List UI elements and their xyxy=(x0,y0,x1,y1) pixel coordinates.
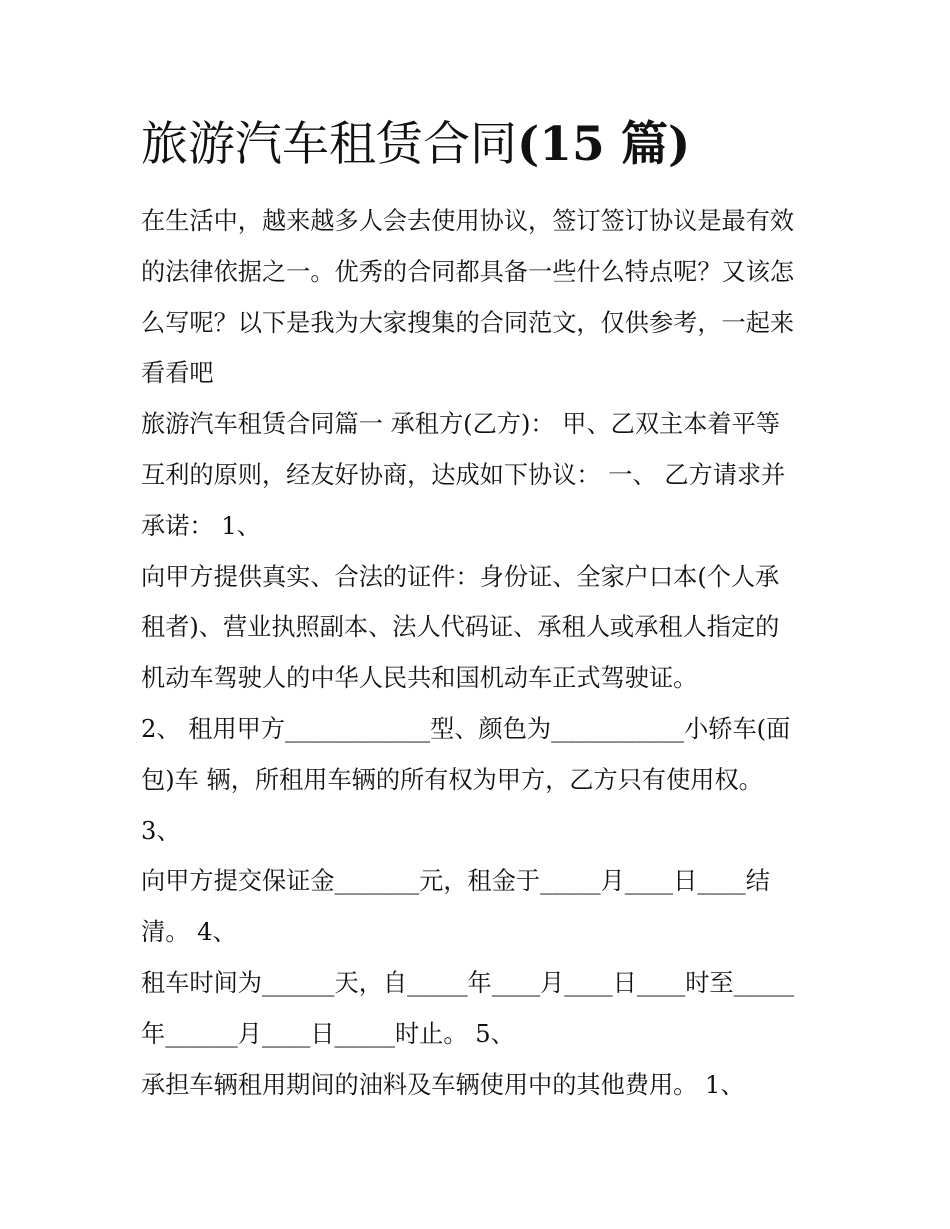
text-line: 机动车驾驶人的中华人民共和国机动车正式驾驶证。 xyxy=(141,664,698,693)
text-line: 看看吧 xyxy=(141,359,214,388)
text-line: 租车时间为______天，自_____年____月____日____时至_____ xyxy=(141,968,795,997)
text-line: 年______月____日_____时止。 5、 xyxy=(141,1019,515,1048)
paragraph-clause-3 xyxy=(141,856,821,958)
title-main: 旅游汽车租赁合同 xyxy=(141,117,517,172)
text-line: 互利的原则，经友好协商，达成如下协议： 一、 乙方请求并 xyxy=(141,460,786,489)
paragraph-clause-5 xyxy=(141,1060,821,1111)
title-count: (15 篇) xyxy=(517,117,691,172)
paragraph-part-one xyxy=(141,399,821,551)
text-line: 向甲方提供真实、合法的证件：身份证、全家户口本(个人承 xyxy=(141,562,780,591)
text-line: 3、 xyxy=(141,816,181,845)
text-line: 租者)、营业执照副本、法人代码证、承租人或承租人指定的 xyxy=(141,613,780,642)
paragraph-clause-3-number xyxy=(141,806,821,857)
paragraph-clause-4 xyxy=(141,958,821,1060)
text-line: 承诺： 1、 xyxy=(141,511,261,540)
paragraph-clause-2 xyxy=(141,704,821,806)
text-line: 么写呢？以下是我为大家搜集的合同范文，仅供参考，一起来 xyxy=(141,308,795,337)
text-line: 清。 4、 xyxy=(141,918,237,947)
document-body xyxy=(141,112,821,1110)
text-line: 承担车辆租用期间的油料及车辆使用中的其他费用。 1、 xyxy=(141,1070,745,1099)
text-line: 在生活中，越来越多人会去使用协议，签订签订协议是最有效 xyxy=(141,207,795,235)
text-line: 包)车 辆，所租用车辆的所有权为甲方，乙方只有使用权。 xyxy=(141,765,763,794)
paragraph-intro xyxy=(141,196,821,399)
text-line: 向甲方提交保证金_______元，租金于_____月____日____结 xyxy=(141,867,770,896)
paragraph-clause-1 xyxy=(141,552,821,704)
text-line: 旅游汽车租赁合同篇一 承租方(乙方)： 甲、乙双主本着平等 xyxy=(141,410,780,439)
document-title xyxy=(141,112,821,178)
text-line: 2、 租用甲方____________型、颜色为___________小轿车(面 xyxy=(141,714,791,743)
text-line: 的法律依据之一。优秀的合同都具备一些什么特点呢？又该怎 xyxy=(141,257,795,286)
